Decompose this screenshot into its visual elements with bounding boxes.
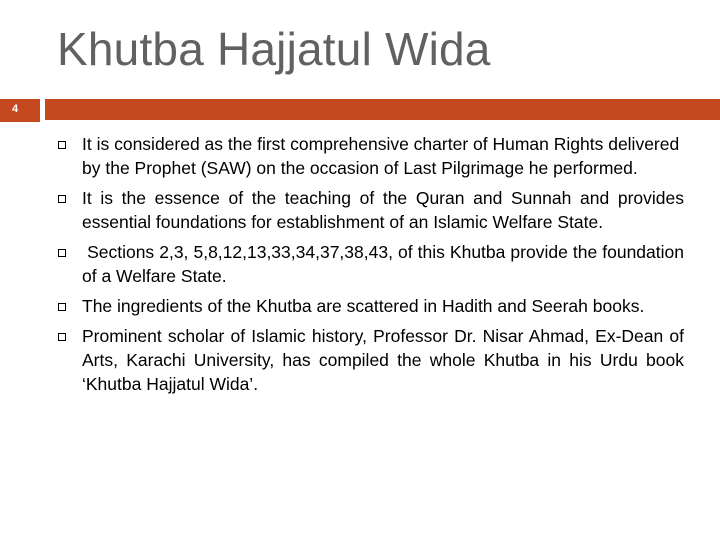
slide-title: Khutba Hajjatul Wida xyxy=(57,23,491,75)
square-bullet-icon xyxy=(58,249,66,257)
bullet-item xyxy=(58,294,684,318)
bullet-text: It is considered as the first comprehensive charter of Human Rights delivered by the Prophet (SAW) on the occasion of Last Pilgrimage he performed. xyxy=(82,134,680,178)
square-bullet-icon xyxy=(58,333,66,341)
bullet-item xyxy=(58,132,684,180)
bullet-item xyxy=(58,324,684,396)
square-bullet-icon xyxy=(58,195,66,203)
bullet-list xyxy=(58,132,689,402)
slide-number: 4 xyxy=(12,103,19,115)
square-bullet-icon xyxy=(58,303,66,311)
bullet-text: It is the essence of the teaching of the Quran and Sunnah and provides essential foundations for establishment of an Islamic Welfare State. xyxy=(82,188,684,232)
bullet-item xyxy=(58,240,689,288)
bullet-text: The ingredients of the Khutba are scattered in Hadith and Seerah books. xyxy=(82,296,645,316)
bullet-text: Prominent scholar of Islamic history, Professor Dr. Nisar Ahmad, Ex-Dean of Arts, Karachi University, has compiled the whole Khutba in his Urdu book ‘Khutba Hajjatul Wida’. xyxy=(82,326,684,394)
slide-number-badge xyxy=(0,99,40,122)
bullet-text: Sections 2,3, 5,8,12,13,33,34,37,38,43, of this Khutba provide the foundation of a Welfare State. xyxy=(82,242,689,286)
square-bullet-icon xyxy=(58,141,66,149)
title-divider-bar xyxy=(45,99,720,120)
bullet-item xyxy=(58,186,684,234)
